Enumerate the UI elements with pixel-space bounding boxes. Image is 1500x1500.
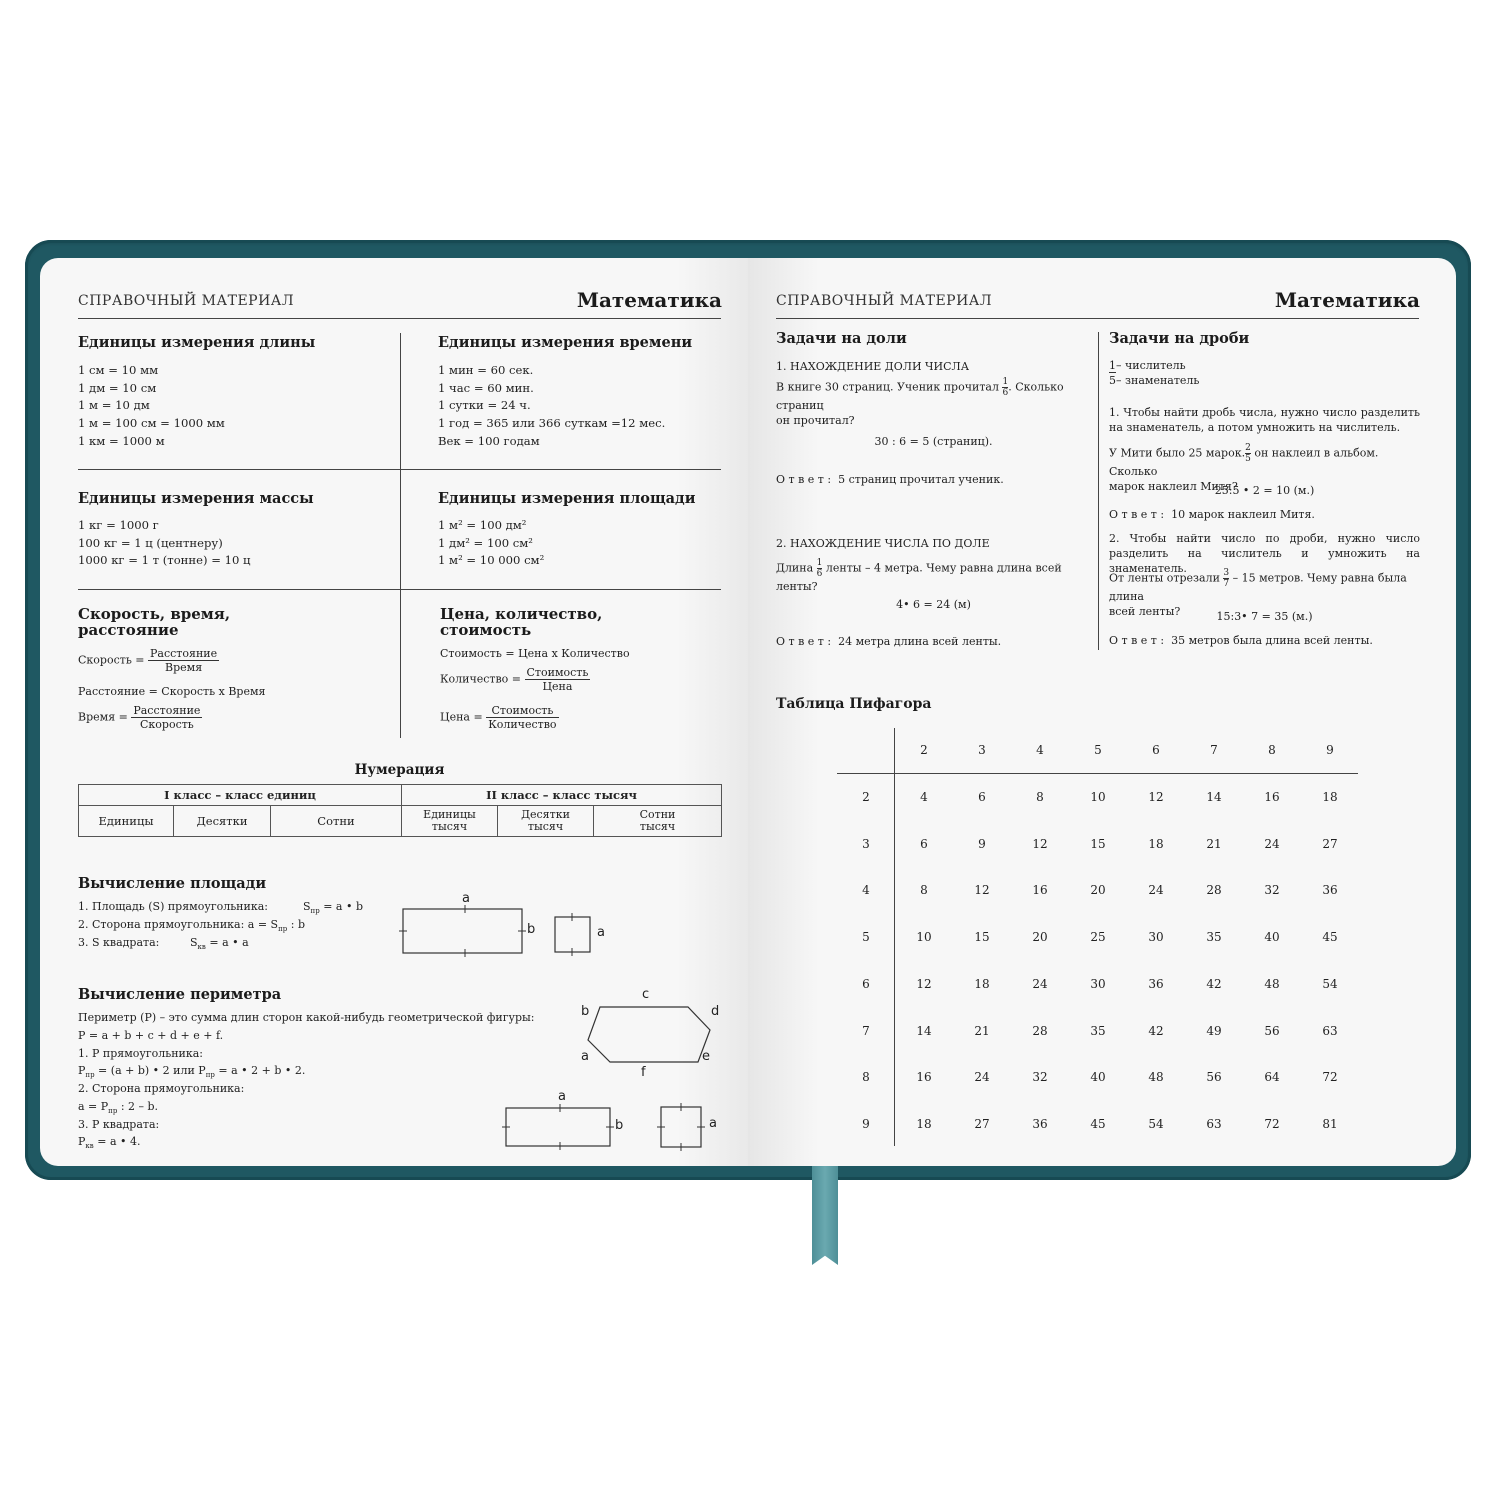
pythagoras-col-header: 9	[1326, 743, 1334, 757]
pythagoras-cell: 54	[1322, 976, 1338, 991]
pythagoras-cell: 24	[1032, 976, 1048, 991]
price-formula-1: Стоимость = Цена х Количество	[440, 647, 630, 660]
left-grid-hline-2	[78, 589, 721, 590]
pythagoras-cell: 15	[974, 930, 990, 945]
speed-formula-lhs: Скорость =	[78, 653, 145, 667]
pythagoras-title: Таблица Пифагора	[776, 696, 932, 712]
right-header-rule	[776, 318, 1419, 319]
left-header-label: СПРАВОЧНЫЙ МАТЕРИАЛ	[78, 293, 295, 309]
problem-text: Длина	[776, 561, 814, 575]
perimeter-square-shape	[661, 1107, 701, 1147]
pythagoras-cell: 4	[920, 790, 928, 804]
formula-rest: : b	[287, 918, 306, 931]
area-calc-title: Вычисление площади	[78, 875, 267, 892]
formula-subscript: кв	[197, 943, 206, 952]
pythagoras-row	[837, 790, 1367, 804]
formula-rest: : 2 – b.	[117, 1100, 159, 1113]
pythagoras-row-header: 7	[862, 1023, 870, 1038]
pythagoras-row-header: 4	[862, 883, 870, 898]
pythagoras-cell: 40	[1090, 1070, 1106, 1085]
pythagoras-cell: 16	[916, 1070, 932, 1085]
hexagon-label-c: c	[642, 987, 650, 1002]
pythagoras-cell: 9	[978, 836, 986, 851]
pythagoras-row-header: 8	[862, 1070, 870, 1085]
fraction-numerator: 2	[1245, 443, 1251, 453]
pythagoras-row	[837, 837, 1367, 851]
shares-title: Задачи на доли	[776, 330, 907, 347]
speed-formula-1	[78, 647, 219, 674]
problem-text: В книге 30 страниц. Ученик прочитал	[776, 380, 999, 394]
fraction-denominator: Цена	[542, 680, 573, 693]
fraction-denominator: 5	[1245, 454, 1251, 464]
pythagoras-col-header: 5	[1094, 743, 1102, 757]
numeration-cell: Десятки	[174, 806, 271, 837]
pythagoras-cell: 15	[1090, 836, 1106, 851]
pythagoras-col-header: 8	[1268, 743, 1276, 757]
formula-rest: = a • b	[319, 900, 363, 913]
area-units-line: 1 м² = 10 000 см²	[438, 553, 545, 568]
pythagoras-cell: 24	[1264, 836, 1280, 851]
answer-text: 5 страниц прочитал ученик.	[838, 473, 1004, 486]
pythagoras-cell: 12	[916, 976, 932, 991]
pythagoras-cell: 8	[920, 883, 928, 898]
perimeter-line-1: Периметр (P) – это сумма длин сторон какой-нибудь геометрической фигуры:	[78, 1011, 535, 1024]
formula-text: 2. Сторона прямоугольника: a = S	[78, 918, 279, 931]
pythagoras-row-header: 6	[862, 976, 870, 991]
price-fraction	[525, 666, 591, 693]
numeration-class-2: II класс – класс тысяч	[402, 785, 722, 806]
price-fraction	[486, 704, 558, 731]
answer-label: О т в е т :	[776, 635, 832, 648]
left-header-rule	[78, 318, 721, 319]
pythagoras-cell: 27	[1322, 836, 1338, 851]
pythagoras-cell: 54	[1148, 1116, 1164, 1131]
pythagoras-cell: 16	[1032, 883, 1048, 898]
pythagoras-cell: 36	[1148, 976, 1164, 991]
pythagoras-row	[837, 930, 1367, 944]
fractions-denominator-def	[1109, 373, 1199, 388]
formula-rest: = a • 4.	[93, 1135, 141, 1148]
answer-text: 35 метров была длина всей ленты.	[1171, 634, 1373, 647]
price-formula-3	[440, 704, 559, 731]
pythagoras-cell: 72	[1322, 1070, 1338, 1085]
area-shapes-diagram	[395, 890, 625, 965]
formula-subscript: пр	[85, 1071, 95, 1080]
length-line: 1 м = 10 дм	[78, 398, 150, 413]
fractions-title: Задачи на дроби	[1109, 330, 1250, 347]
perimeter-line-5: 2. Сторона прямоугольника:	[78, 1082, 245, 1095]
speed-title-line-2: расстояние	[78, 621, 179, 639]
area-rect-label-a: a	[462, 891, 470, 906]
problem-text: всей ленты?	[1109, 605, 1181, 618]
length-list	[78, 362, 225, 451]
numeration-cell: Сотни тысяч	[594, 806, 722, 837]
numeration-cell: Единицы	[79, 806, 174, 837]
pythagoras-row	[837, 1070, 1367, 1084]
fractions-answer-2	[1109, 633, 1373, 648]
pythagoras-row	[837, 977, 1367, 991]
pythagoras-cell: 32	[1264, 883, 1280, 898]
fractions-calc-1: 25:5 • 2 = 10 (м.)	[1214, 484, 1315, 497]
formula-symbol: P	[78, 1064, 86, 1077]
pythagoras-cell: 21	[974, 1023, 990, 1038]
area-units-line: 1 м² = 100 дм²	[438, 518, 527, 532]
fraction-numerator: Расстояние	[150, 647, 218, 660]
perimeter-line-3: 1. P прямоугольника:	[78, 1047, 204, 1060]
right-header-title: Математика	[1274, 288, 1420, 312]
shares-heading-1: 1. НАХОЖДЕНИЕ ДОЛИ ЧИСЛА	[776, 360, 970, 373]
pythagoras-row	[837, 1117, 1367, 1131]
formula-subscript: пр	[310, 907, 320, 916]
speed-formula-2: Расстояние = Скорость х Время	[78, 685, 266, 698]
time-list	[438, 362, 665, 451]
answer-text: 10 марок наклеил Митя.	[1171, 508, 1315, 521]
pythagoras-cell: 45	[1090, 1116, 1106, 1131]
numeration-title: Нумерация	[354, 762, 445, 778]
numeration-class-1: I класс – класс единиц	[79, 785, 402, 806]
fraction-numerator: 1	[1002, 377, 1009, 387]
right-header-label: СПРАВОЧНЫЙ МАТЕРИАЛ	[776, 293, 993, 309]
shares-answer-2	[776, 634, 1001, 649]
perimeter-line-2: P = a + b + c + d + e + f.	[78, 1029, 224, 1042]
pythagoras-cell: 56	[1206, 1070, 1222, 1085]
pythagoras-row-header: 3	[862, 836, 870, 851]
left-grid-vline	[400, 333, 401, 738]
shares-problem-2	[776, 558, 1096, 594]
pythagoras-col-header: 4	[1036, 743, 1044, 757]
pythagoras-hline	[837, 773, 1358, 774]
pythagoras-cell: 32	[1032, 1070, 1048, 1085]
numeration-cell: Единицы тысяч	[402, 806, 498, 837]
pythagoras-cell: 64	[1264, 1070, 1280, 1085]
pythagoras-cell: 28	[1206, 883, 1222, 898]
problem-text: он наклеил в альбом. Сколько	[1109, 446, 1379, 478]
mass-line: 1 кг = 1000 г	[78, 518, 159, 532]
problem-text: . Сколько страниц	[776, 380, 1064, 412]
pythagoras-cell: 25	[1090, 930, 1106, 945]
speed-fraction	[131, 704, 202, 731]
pythagoras-col-header: 6	[1152, 743, 1160, 757]
pythagoras-cell: 16	[1264, 790, 1280, 804]
area-units-line: 1 дм² = 100 см²	[438, 535, 533, 550]
pythagoras-cell: 36	[1032, 1116, 1048, 1131]
pythagoras-cell: 18	[1148, 836, 1164, 851]
formula-rest: = a • a	[205, 936, 249, 949]
speed-fraction	[148, 647, 219, 674]
pythagoras-cell: 35	[1090, 1023, 1106, 1038]
perimeter-shapes-diagram	[498, 1098, 728, 1158]
pythagoras-cell: 63	[1322, 1023, 1338, 1038]
answer-text: 24 метра длина всей ленты.	[838, 635, 1002, 648]
pythagoras-cell: 28	[1032, 1023, 1048, 1038]
pythagoras-cell: 24	[1148, 883, 1164, 898]
fraction-numerator: 1	[1109, 359, 1116, 372]
answer-label: О т в е т :	[776, 473, 832, 486]
formula-subscript: пр	[108, 1107, 118, 1116]
pythagoras-cell: 12	[974, 883, 990, 898]
area-units-list	[438, 517, 544, 570]
fraction-numerator: 1	[816, 558, 823, 568]
pythagoras-cell: 36	[1322, 883, 1338, 898]
pythagoras-cell: 14	[1206, 790, 1222, 804]
shares-calc-1: 30 : 6 = 5 (страниц).	[874, 435, 993, 448]
area-square-label-a: a	[597, 925, 605, 940]
pythagoras-cell: 81	[1322, 1116, 1338, 1131]
fraction	[817, 558, 823, 579]
formula-symbol: P	[78, 1135, 86, 1148]
formula-symbol: S	[190, 936, 198, 949]
perimeter-line-7: 3. P квадрата:	[78, 1118, 160, 1131]
definition-text: – числитель	[1116, 359, 1186, 372]
pythagoras-col-header: 7	[1210, 743, 1218, 757]
fraction-denominator: 6	[816, 569, 823, 579]
problem-text: ленты – 4 метра. Чему равна длина всей ленты?	[776, 561, 1062, 593]
pythagoras-cell: 18	[916, 1116, 932, 1131]
pythagoras-cell: 14	[916, 1023, 932, 1038]
area-calc-line-1: 1. Площадь (S) прямоугольника:	[78, 900, 268, 913]
price-formula-lhs: Цена =	[440, 710, 483, 724]
fraction-numerator: Расстояние	[133, 704, 201, 717]
fractions-numerator-def	[1109, 358, 1186, 373]
problem-text: У Мити было 25 марок.	[1109, 446, 1246, 460]
length-line: 1 дм = 10 см	[78, 380, 157, 395]
bookmark-ribbon	[812, 1150, 838, 1265]
pythagoras-cell: 49	[1206, 1023, 1222, 1038]
fraction-numerator: Стоимость	[486, 704, 558, 718]
hexagon-label-d: d	[711, 1004, 720, 1019]
price-formula-2	[440, 666, 590, 693]
perimeter-title: Вычисление периметра	[78, 986, 282, 1003]
pythagoras-cell: 48	[1148, 1070, 1164, 1085]
pythagoras-header-row	[895, 743, 1359, 757]
pythagoras-cell: 45	[1322, 930, 1338, 945]
answer-label: О т в е т :	[1109, 508, 1165, 521]
length-line: 1 м = 100 см = 1000 мм	[78, 416, 225, 431]
hexagon-label-f: f	[641, 1065, 646, 1080]
formula-text: a = P	[78, 1100, 109, 1113]
pythagoras-row	[837, 1024, 1367, 1038]
length-title: Единицы измерения длины	[78, 334, 316, 351]
speed-title	[78, 606, 230, 638]
mass-list	[78, 517, 251, 570]
area-calc-line-3: 3. S квадрата:	[78, 936, 160, 949]
fraction-denominator: Скорость	[139, 718, 194, 731]
pythagoras-cell: 6	[978, 790, 986, 804]
pythagoras-cell: 27	[974, 1116, 990, 1131]
time-line: Век = 100 годам	[438, 433, 540, 448]
left-grid-hline-1	[78, 469, 721, 470]
speed-formula-lhs: Время =	[78, 710, 128, 724]
fractions-rule-2: 2. Чтобы найти число по дроби, нужно число разделить на числитель и умножить на знаменатель.	[1109, 532, 1420, 575]
numeration-cell: Десятки тысяч	[498, 806, 594, 837]
area-rect-label-b: b	[527, 922, 536, 937]
length-line: 1 км = 1000 м	[78, 433, 165, 448]
pythagoras-cell: 30	[1090, 976, 1106, 991]
fraction-denominator: 6	[1002, 388, 1009, 398]
fractions-calc-2: 15:3• 7 = 35 (м.)	[1216, 610, 1313, 623]
time-line: 1 час = 60 мин.	[438, 380, 534, 395]
perimeter-rectangle-shape	[506, 1108, 610, 1146]
perimeter-square-label-a: a	[709, 1116, 717, 1131]
time-line: 1 год = 365 или 366 суткам =12 мес.	[438, 416, 666, 431]
pythagoras-cell: 20	[1032, 930, 1048, 945]
area-calc-formula-1	[303, 899, 363, 919]
pythagoras-cell: 10	[916, 930, 932, 945]
pythagoras-cell: 40	[1264, 930, 1280, 945]
fraction-denominator: 5	[1109, 374, 1116, 387]
problem-text: – 15 метров. Чему равна была длина	[1109, 571, 1407, 603]
mass-line: 1000 кг = 1 т (тонне) = 10 ц	[78, 553, 251, 568]
time-line: 1 мин = 60 сек.	[438, 363, 534, 377]
shares-problem-1	[776, 377, 1091, 428]
problem-text: От ленты отрезали	[1109, 571, 1220, 585]
fraction-denominator: 7	[1223, 579, 1230, 589]
formula-rest: = a • 2 + b • 2.	[214, 1064, 306, 1077]
time-title: Единицы измерения времени	[438, 334, 693, 351]
fraction-numerator: 3	[1223, 568, 1230, 578]
shares-calc-2: 4• 6 = 24 (м)	[896, 598, 971, 611]
pythagoras-cell: 20	[1090, 883, 1106, 898]
fraction	[1245, 443, 1251, 464]
fraction-denominator: Количество	[488, 718, 557, 731]
area-calc-formula-3	[190, 935, 249, 955]
mass-line: 100 кг = 1 ц (центнеру)	[78, 535, 223, 550]
area-rectangle-shape	[403, 909, 522, 953]
speed-formula-3	[78, 704, 202, 731]
pythagoras-row	[837, 883, 1367, 897]
pythagoras-cell: 42	[1206, 976, 1222, 991]
price-title-line-2: стоимость	[440, 621, 532, 639]
formula-symbol: S	[303, 900, 311, 913]
length-line: 1 см = 10 мм	[78, 363, 159, 377]
pythagoras-cell: 12	[1032, 836, 1048, 851]
shares-heading-2: 2. НАХОЖДЕНИЕ ЧИСЛА ПО ДОЛЕ	[776, 537, 990, 550]
area-units-title: Единицы измерения площади	[438, 490, 696, 507]
left-header-title: Математика	[576, 288, 722, 312]
fraction-denominator: Время	[165, 661, 203, 674]
perimeter-rect-label-a: a	[558, 1089, 566, 1104]
numeration-table	[78, 784, 722, 837]
fraction-numerator: Стоимость	[526, 666, 589, 679]
time-line: 1 сутки = 24 ч.	[438, 398, 531, 413]
hexagon-label-b: b	[581, 1004, 590, 1019]
fractions-answer-1	[1109, 507, 1315, 522]
right-grid-vline	[1098, 332, 1099, 650]
pythagoras-cell: 35	[1206, 930, 1222, 945]
shares-answer-1	[776, 472, 1004, 487]
pythagoras-cell: 42	[1148, 1023, 1164, 1038]
pythagoras-cell: 10	[1090, 790, 1106, 804]
hexagon-shape	[588, 1007, 710, 1062]
perimeter-rect-label-b: b	[615, 1118, 624, 1133]
pythagoras-cell: 24	[974, 1070, 990, 1085]
formula-subscript: кв	[85, 1142, 94, 1151]
pythagoras-col-header: 2	[920, 743, 928, 757]
pythagoras-cell: 30	[1148, 930, 1164, 945]
numeration-cell: Сотни	[271, 806, 402, 837]
speed-title-line-1: Скорость, время,	[78, 605, 231, 623]
fraction	[1223, 568, 1229, 589]
pythagoras-row-header: 5	[862, 930, 870, 945]
pythagoras-cell: 56	[1264, 1023, 1280, 1038]
pythagoras-col-header: 3	[978, 743, 986, 757]
pythagoras-row-header: 2	[862, 790, 870, 804]
hexagon-label-e: e	[702, 1049, 710, 1064]
definition-text: – знаменатель	[1116, 374, 1200, 387]
fractions-rule-1: 1. Чтобы найти дробь числа, нужно число разделить на знаменатель, а потом умножить на числитель.	[1109, 406, 1420, 434]
pythagoras-cell: 18	[974, 976, 990, 991]
problem-text: он прочитал?	[776, 414, 855, 427]
pythagoras-cell: 63	[1206, 1116, 1222, 1131]
pythagoras-cell: 21	[1206, 836, 1222, 851]
answer-label: О т в е т :	[1109, 634, 1165, 647]
pythagoras-row-header: 9	[862, 1116, 870, 1131]
hexagon-label-a: a	[581, 1049, 589, 1064]
mass-title: Единицы измерения массы	[78, 490, 314, 507]
pythagoras-cell: 12	[1148, 790, 1164, 804]
formula-subscript: пр	[278, 925, 288, 934]
pythagoras-cell: 18	[1322, 790, 1338, 804]
price-title-line-1: Цена, количество,	[440, 605, 603, 623]
pythagoras-cell: 6	[920, 836, 928, 851]
formula-text: = (a + b) • 2 или P	[94, 1064, 206, 1077]
problem-text: марок наклеил Митя?	[1109, 480, 1238, 493]
pythagoras-cell: 8	[1036, 790, 1044, 804]
perimeter-line-8	[78, 1134, 140, 1154]
formula-subscript: пр	[205, 1071, 215, 1080]
area-square-shape	[555, 917, 590, 952]
price-title	[440, 606, 602, 638]
price-formula-lhs: Количество =	[440, 672, 522, 686]
pythagoras-cell: 48	[1264, 976, 1280, 991]
pythagoras-cell: 72	[1264, 1116, 1280, 1131]
